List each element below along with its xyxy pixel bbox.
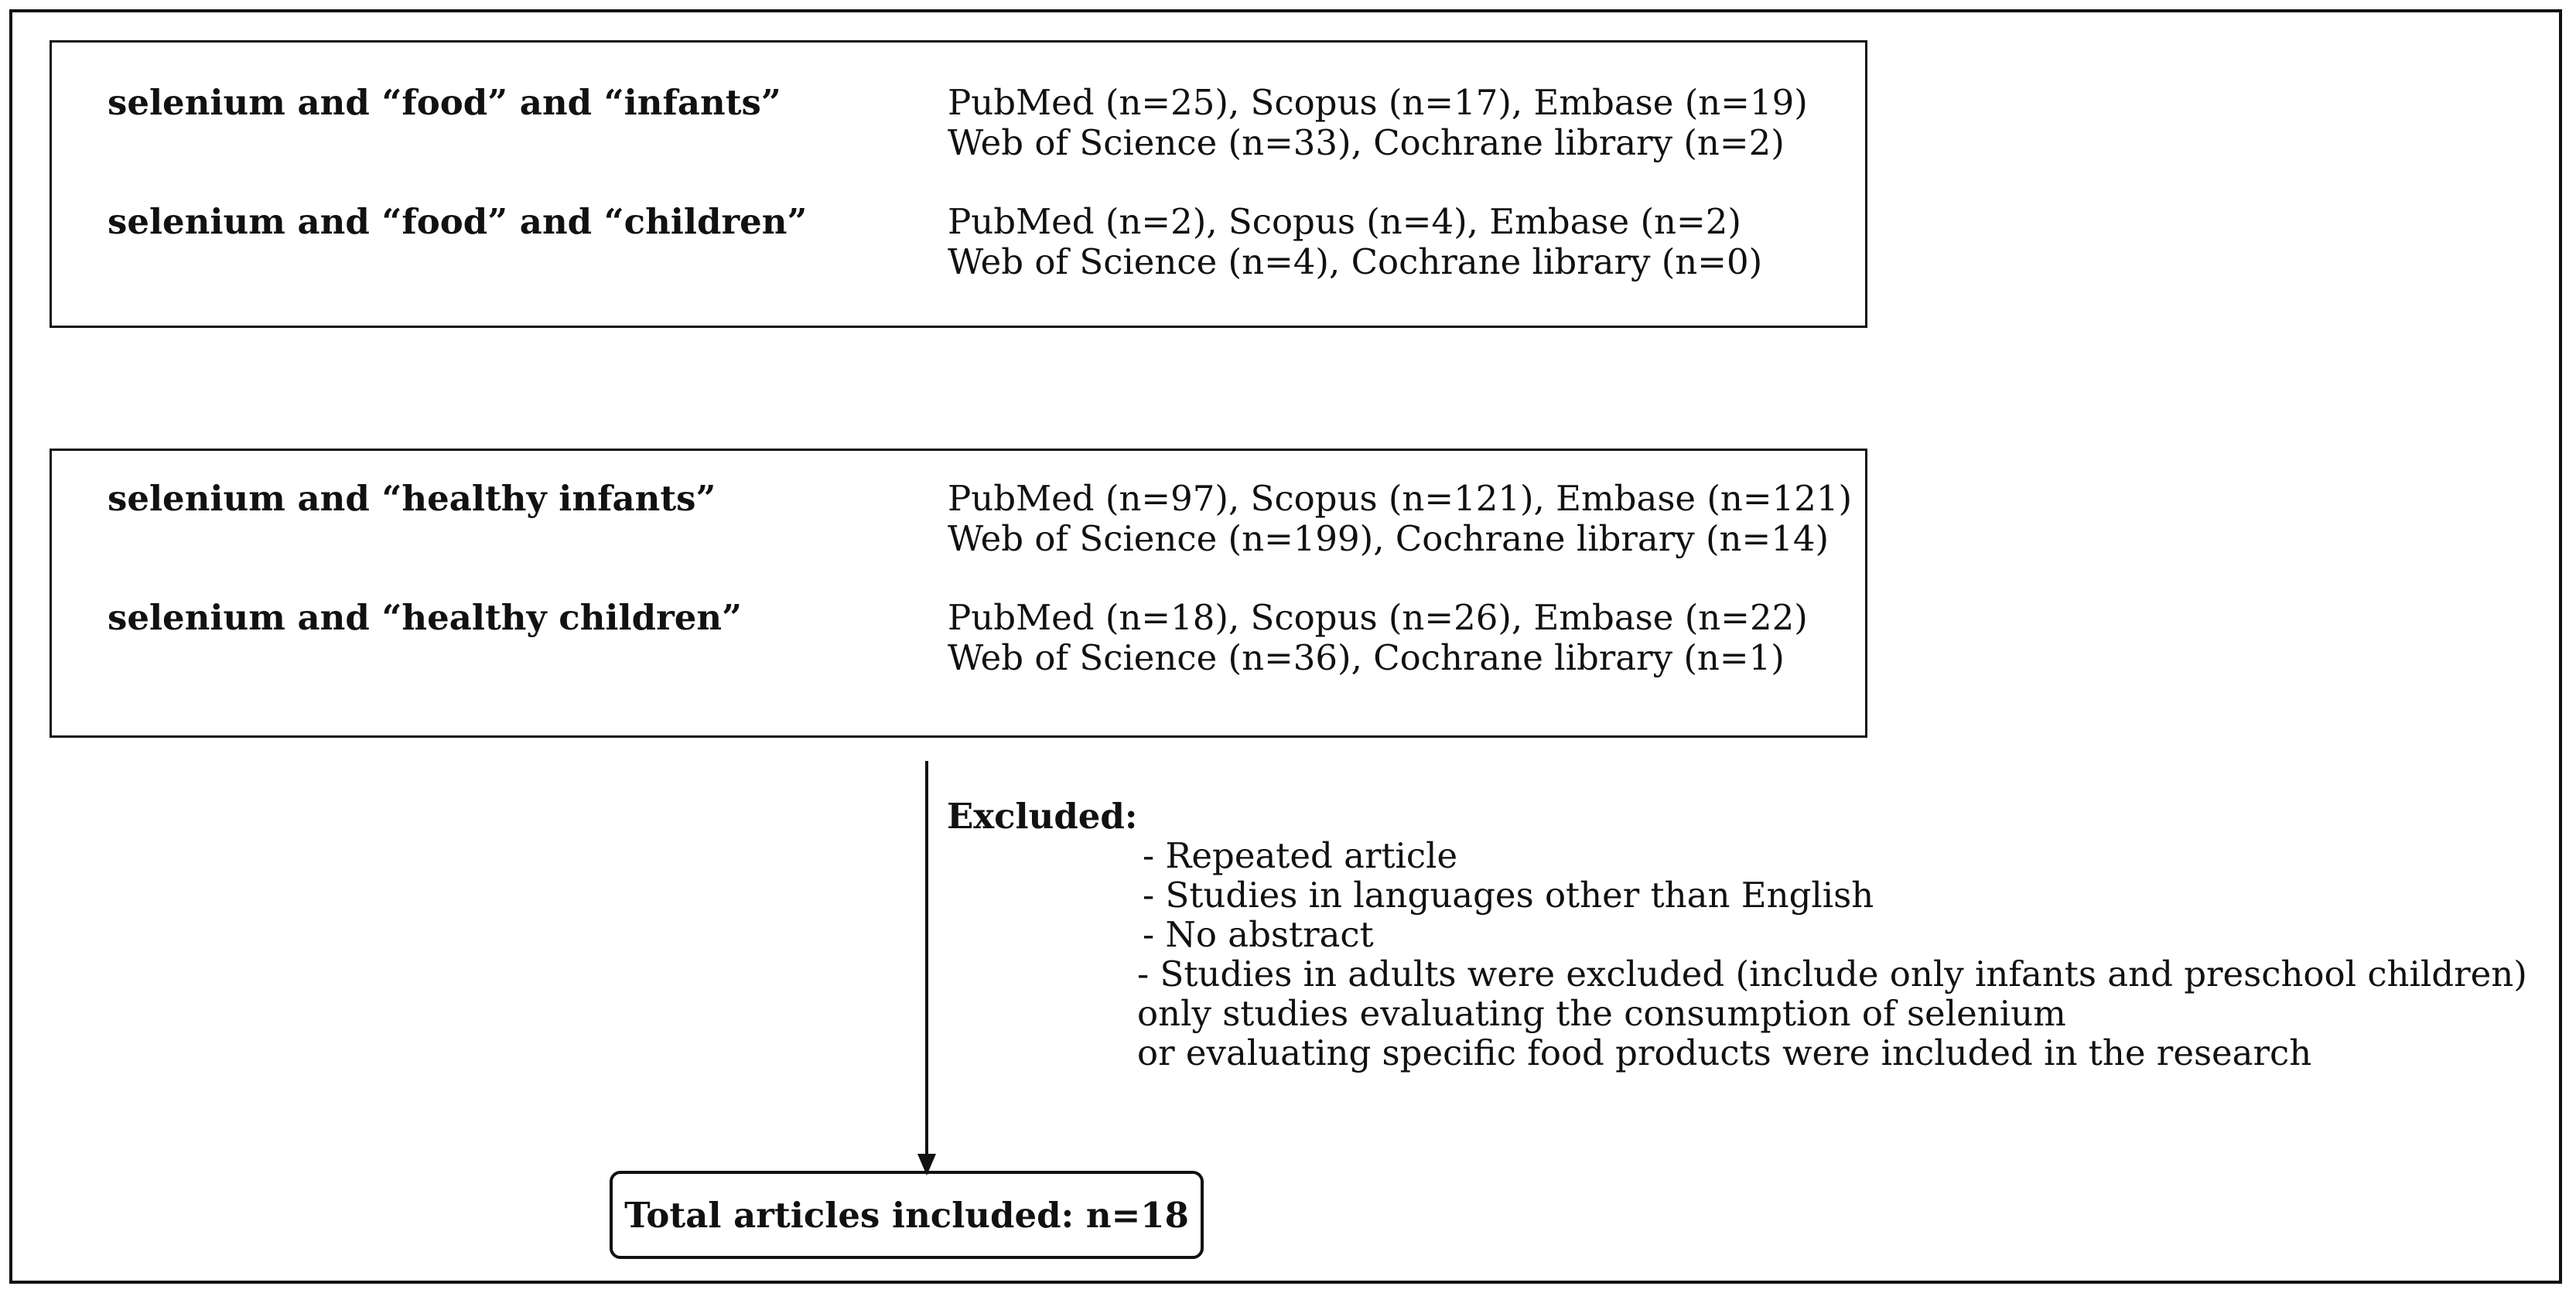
source-line: PubMed (n=2), Scopus (n=4), Embase (n=2) — [948, 201, 1741, 242]
source-counts — [948, 83, 1808, 163]
flow-arrow — [917, 761, 936, 1179]
exclusion-item: or evaluating specific food products were included in the research — [1137, 1032, 2312, 1073]
search-term: selenium and “healthy infants” — [108, 478, 716, 519]
excluded-heading: Excluded: — [947, 796, 1138, 837]
source-line: PubMed (n=25), Scopus (n=17), Embase (n=19) — [948, 82, 1808, 123]
exclusion-item: - Repeated article — [1143, 835, 1458, 876]
source-counts — [948, 202, 1762, 282]
source-counts — [948, 479, 1852, 559]
exclusion-item: - No abstract — [1143, 914, 1374, 955]
source-line: PubMed (n=18), Scopus (n=26), Embase (n=22) — [948, 597, 1808, 638]
source-line: Web of Science (n=33), Cochrane library (n=2) — [948, 122, 1785, 163]
source-counts — [948, 598, 1808, 678]
exclusion-item: - Studies in languages other than English — [1143, 875, 1874, 916]
exclusion-item: - Studies in adults were excluded (include only infants and preschool children) — [1137, 954, 2527, 994]
total-articles-box: Total articles included: n=18 — [610, 1171, 1204, 1259]
search-term: selenium and “food” and “children” — [108, 201, 808, 242]
source-line: Web of Science (n=4), Cochrane library (n=0) — [948, 241, 1763, 282]
search-box-healthy — [50, 449, 1867, 738]
exclusion-criteria — [947, 797, 2527, 1073]
search-term: selenium and “healthy children” — [108, 597, 743, 638]
source-line: Web of Science (n=199), Cochrane library (n=14) — [948, 518, 1830, 559]
search-box-food — [50, 40, 1867, 328]
search-term: selenium and “food” and “infants” — [108, 82, 781, 123]
exclusion-item: only studies evaluating the consumption of selenium — [1137, 993, 2066, 1034]
source-line: Web of Science (n=36), Cochrane library (n=1) — [948, 637, 1785, 678]
source-line: PubMed (n=97), Scopus (n=121), Embase (n=121) — [948, 478, 1853, 519]
